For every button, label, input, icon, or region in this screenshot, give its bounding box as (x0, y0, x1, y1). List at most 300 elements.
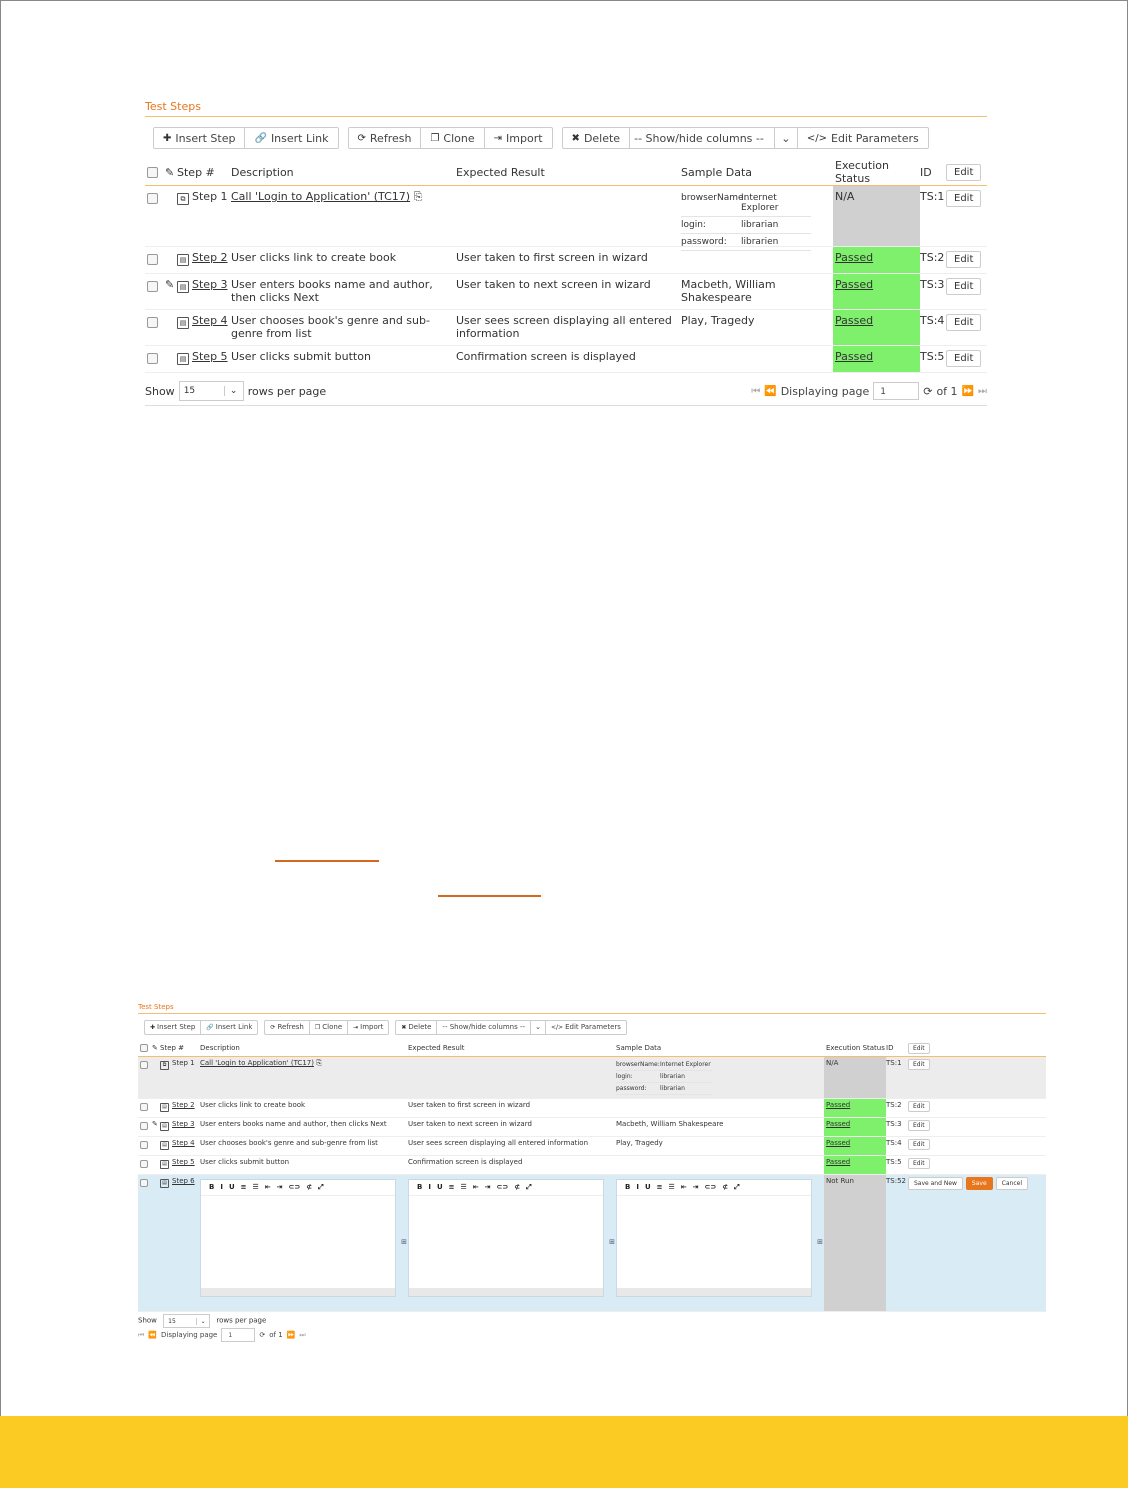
linked-test-case-link[interactable]: Call 'Login to Application' (TC17) (231, 190, 411, 203)
next-page-icon[interactable]: ⏩ (961, 385, 974, 397)
grid-footer (138, 1314, 1046, 1339)
params-cell (681, 186, 833, 246)
pager (138, 1328, 1046, 1342)
id-cell: TS:52 (886, 1177, 906, 1185)
clip-cell (165, 310, 177, 345)
param-key: login: (681, 220, 706, 230)
step-link[interactable]: Step 3 (172, 1120, 195, 1128)
cancel-button[interactable]: Cancel (996, 1177, 1028, 1190)
clone-label: Clone (322, 1023, 343, 1031)
attachment-icon: ✎ (165, 278, 175, 291)
clip-cell (165, 186, 177, 246)
table-row (145, 247, 987, 274)
show-hide-columns-select[interactable]: -- Show/hide columns -- (437, 1021, 531, 1034)
insert-group (153, 127, 339, 149)
step-cell (160, 1118, 200, 1136)
sample-cell: Macbeth, William Shakespeare (616, 1120, 724, 1128)
status-link[interactable]: Passed (826, 1158, 851, 1166)
maximize-icon[interactable]: ⤢ (318, 1183, 324, 1191)
status-link[interactable]: Passed (835, 251, 874, 264)
step-link[interactable]: Step 2 (172, 1101, 195, 1109)
edit-button[interactable]: Edit (946, 190, 981, 207)
prev-page-icon[interactable]: ⏪ (148, 1331, 158, 1339)
numbered-list-icon[interactable]: ≡ (240, 1183, 247, 1191)
sample-cell: Play, Tragedy (681, 314, 755, 327)
status-cell (824, 1099, 886, 1117)
table-row (138, 1099, 1046, 1118)
insert-step-button[interactable] (145, 1021, 201, 1034)
edit-cell (946, 247, 986, 273)
link-icon: 🔗 (254, 132, 267, 144)
step-icon: ▤ (160, 1103, 169, 1112)
page-number-input[interactable]: 1 (221, 1328, 255, 1342)
import-button[interactable] (485, 128, 552, 148)
insert-step-button[interactable] (154, 128, 245, 148)
status-link[interactable]: Passed (826, 1139, 851, 1147)
test-steps-panel-small (138, 1003, 1046, 1339)
step-icon: ▤ (160, 1179, 169, 1188)
expected-cell: User sees screen displaying all entered information (456, 314, 672, 340)
status-cell (833, 346, 920, 372)
link-icon[interactable]: ⊂⊃ (704, 1183, 717, 1191)
id-cell: TS:2 (886, 1101, 902, 1109)
delete-button[interactable] (396, 1021, 437, 1034)
insert-link-button[interactable] (201, 1021, 257, 1034)
expand-editor-icon[interactable]: ⊞ (401, 1238, 407, 1246)
bullet-list-icon[interactable]: ☰ (460, 1183, 467, 1191)
refresh-icon[interactable]: ⟳ (923, 384, 933, 398)
edit-button[interactable]: Edit (946, 278, 981, 295)
outdent-icon[interactable]: ⇤ (264, 1183, 271, 1191)
step-cell (160, 1156, 200, 1174)
edit-button[interactable]: Edit (946, 314, 981, 331)
first-page-icon[interactable]: ⏮ (751, 385, 761, 397)
steps-grid (138, 1038, 1046, 1312)
indent-icon[interactable]: ⇥ (276, 1183, 283, 1191)
indent-icon[interactable]: ⇥ (692, 1183, 699, 1191)
row-checkbox-cell (138, 1137, 152, 1155)
open-link-icon[interactable]: ⎘ (316, 1059, 322, 1067)
edit-cell (908, 1118, 1046, 1136)
expected-cell: User taken to first screen in wizard (456, 251, 648, 264)
step-icon: ▤ (160, 1122, 169, 1131)
plus-icon: ✚ (150, 1023, 156, 1031)
edit-button[interactable]: Edit (946, 350, 981, 367)
expected-cell: User sees screen displaying all entered information (408, 1139, 589, 1147)
col-description[interactable]: Description (231, 165, 294, 179)
linked-test-case-link[interactable]: Call 'Login to Application' (TC17) (200, 1059, 314, 1067)
insert-link-label: Insert Link (215, 1023, 253, 1031)
clone-icon: ❐ (430, 132, 440, 144)
expand-editor-icon[interactable]: ⊞ (817, 1238, 823, 1246)
description-cell (231, 186, 456, 246)
attachment-icon: ✎ (152, 1120, 158, 1128)
col-status[interactable]: Execution Status (826, 1044, 885, 1052)
editor-toolbar (617, 1180, 811, 1196)
grid-header (145, 155, 987, 186)
grid-header (138, 1038, 1046, 1057)
row-checkbox[interactable] (140, 1141, 148, 1149)
delete-label: Delete (408, 1023, 432, 1031)
expected-cell (408, 1057, 616, 1098)
edit-parameters-button[interactable] (546, 1021, 626, 1034)
row-checkbox-cell (145, 186, 165, 246)
editor-toolbar (409, 1180, 603, 1196)
edit-button[interactable]: Edit (908, 1158, 930, 1169)
edit-button[interactable]: Edit (908, 1139, 930, 1150)
expected-cell (456, 186, 681, 246)
edit-group (348, 127, 553, 149)
import-label: Import (506, 131, 543, 145)
id-cell: TS:5 (920, 350, 945, 363)
insert-link-button[interactable] (245, 128, 337, 148)
status-cell: Not Run (824, 1175, 886, 1311)
row-checkbox[interactable] (147, 193, 158, 204)
description-cell: User clicks submit button (231, 350, 371, 363)
select-all-checkbox[interactable] (147, 167, 158, 178)
bullet-list-icon[interactable]: ☰ (252, 1183, 259, 1191)
param-row (616, 1083, 712, 1095)
expected-cell: Confirmation screen is displayed (408, 1158, 523, 1166)
refresh-button[interactable] (265, 1021, 309, 1034)
edit-cell (946, 186, 986, 246)
refresh-icon[interactable]: ⟳ (259, 1331, 266, 1339)
displaying-label: Displaying page (161, 1331, 218, 1339)
expected-editor-cell (408, 1175, 616, 1311)
last-page-icon[interactable]: ⏭ (978, 385, 987, 397)
status-cell (833, 274, 920, 309)
outdent-icon[interactable]: ⇤ (680, 1183, 687, 1191)
param-value: librarian (660, 1073, 685, 1080)
refresh-button[interactable] (349, 128, 422, 148)
col-step[interactable]: Step # (160, 1044, 185, 1052)
save-button[interactable]: Save (966, 1177, 993, 1190)
numbered-list-icon[interactable]: ≡ (656, 1183, 663, 1191)
edit-button[interactable]: Edit (908, 1059, 930, 1070)
description-cell: User chooses book's genre and sub-genre from list (231, 314, 430, 340)
param-value: Internet Explorer (741, 193, 779, 213)
underline-icon[interactable]: U (644, 1183, 651, 1191)
link-icon[interactable]: ⊂⊃ (288, 1183, 301, 1191)
status-link[interactable]: Passed (826, 1101, 851, 1109)
code-icon: </> (551, 1023, 564, 1031)
outdent-icon[interactable]: ⇤ (472, 1183, 479, 1191)
rows-per-page-select[interactable] (163, 1314, 210, 1328)
id-cell: TS:1 (886, 1059, 902, 1067)
description-cell: User clicks submit button (200, 1158, 290, 1166)
edit-button[interactable]: Edit (908, 1101, 930, 1112)
table-row (145, 310, 987, 346)
description-editor-cell (200, 1175, 408, 1311)
edit-parameters-button[interactable] (798, 128, 928, 148)
sample-cell (681, 247, 833, 273)
test-steps-panel-large (145, 100, 987, 406)
param-key: password: (681, 237, 727, 247)
description-cell: User chooses book's genre and sub-genre from list (200, 1139, 378, 1147)
param-row (616, 1071, 712, 1083)
first-page-icon[interactable]: ⏮ (138, 1330, 145, 1339)
bold-icon[interactable]: B (209, 1183, 215, 1191)
status-cell: N/A (824, 1057, 886, 1098)
step-icon: ▤ (160, 1160, 169, 1169)
link-icon[interactable]: ⊂⊃ (496, 1183, 509, 1191)
underline-icon[interactable]: U (436, 1183, 443, 1191)
col-sample[interactable]: Sample Data (616, 1044, 662, 1052)
clone-button[interactable] (421, 128, 484, 148)
row-checkbox-cell (138, 1057, 152, 1098)
numbered-list-icon[interactable]: ≡ (448, 1183, 455, 1191)
page-number-input[interactable]: 1 (873, 382, 919, 400)
clone-button[interactable] (310, 1021, 348, 1034)
last-page-icon[interactable]: ⏭ (299, 1330, 306, 1339)
code-icon: </> (806, 132, 827, 144)
italic-icon[interactable]: I (428, 1183, 431, 1191)
row-checkbox[interactable] (140, 1103, 148, 1111)
rows-per-page-label: rows per page (216, 1316, 267, 1325)
delete-button[interactable] (563, 128, 631, 148)
linked-step-icon: ⧉ (160, 1061, 169, 1070)
insert-group (144, 1020, 258, 1035)
status-link[interactable]: Passed (835, 314, 874, 327)
toolbar (144, 1020, 1046, 1034)
rows-per-page-value: 15 (168, 1317, 176, 1325)
edit-cell (908, 1156, 1046, 1174)
bullet-list-icon[interactable]: ☰ (668, 1183, 675, 1191)
step-icon: ▤ (177, 254, 189, 266)
step-icon: ▤ (177, 317, 189, 329)
step-cell (160, 1099, 200, 1117)
link-icon: 🔗 (206, 1023, 214, 1031)
step-icon: ▤ (177, 353, 189, 365)
footer-band (0, 1416, 1128, 1488)
status-cell (824, 1156, 886, 1174)
edit-cell (908, 1137, 1046, 1155)
param-row (616, 1059, 712, 1071)
edit-cell (908, 1057, 1046, 1098)
bold-icon[interactable]: B (625, 1183, 631, 1191)
rows-per-page-value: 15 (183, 386, 196, 396)
underline-decoration (275, 860, 379, 862)
rows-per-page-select[interactable] (179, 381, 244, 401)
editor-status-bar (201, 1288, 395, 1296)
italic-icon[interactable]: I (636, 1183, 639, 1191)
description-cell (200, 1057, 408, 1098)
import-label: Import (360, 1023, 384, 1031)
row-checkbox[interactable] (140, 1179, 148, 1187)
import-icon: ⇥ (493, 132, 503, 144)
id-cell: TS:3 (886, 1120, 902, 1128)
table-row (145, 274, 987, 310)
step-link[interactable]: Step 4 (172, 1139, 195, 1147)
step-cell (177, 346, 231, 372)
refresh-label: Refresh (369, 131, 412, 145)
id-cell: TS:2 (920, 251, 945, 264)
steps-grid (145, 155, 987, 373)
clone-label: Clone (443, 131, 475, 145)
col-sample[interactable]: Sample Data (681, 165, 753, 179)
row-checkbox[interactable] (147, 281, 158, 292)
step-link[interactable]: Step 4 (192, 314, 228, 327)
show-label: Show (138, 1316, 157, 1325)
step-link[interactable]: Step 5 (172, 1158, 195, 1166)
refresh-icon: ⟳ (357, 132, 366, 144)
col-status[interactable]: Execution Status (835, 159, 889, 185)
edit-all-button[interactable]: Edit (946, 164, 981, 181)
col-id[interactable]: ID (920, 165, 932, 179)
unlink-icon[interactable]: ⊄ (722, 1183, 729, 1191)
save-and-new-button[interactable]: Save and New (908, 1177, 963, 1190)
plus-icon: ✚ (163, 132, 172, 144)
delete-icon: ✖ (401, 1023, 407, 1031)
row-checkbox[interactable] (140, 1122, 148, 1130)
table-row (145, 186, 987, 247)
sample-cell: Macbeth, William Shakespeare (681, 278, 776, 304)
sample-cell (616, 1099, 824, 1117)
status-cell (824, 1118, 886, 1136)
step-link[interactable]: Step 3 (192, 278, 228, 291)
param-row (681, 217, 811, 234)
sample-cell (616, 1156, 824, 1174)
description-editor[interactable] (200, 1179, 407, 1297)
chevron-down-icon: ⌄ (196, 1318, 209, 1325)
show-hide-columns-select[interactable]: -- Show/hide columns -- (630, 128, 775, 148)
grid-footer (145, 377, 987, 406)
attachment-icon: ✎ (165, 165, 175, 179)
sample-cell (681, 346, 833, 372)
params-cell (616, 1057, 824, 1098)
row-checkbox-cell (138, 1099, 152, 1117)
row-checkbox[interactable] (140, 1160, 148, 1168)
status-link[interactable]: Passed (835, 350, 874, 363)
status-cell (833, 247, 920, 273)
bold-icon[interactable]: B (417, 1183, 423, 1191)
italic-icon[interactable]: I (220, 1183, 223, 1191)
unlink-icon[interactable]: ⊄ (306, 1183, 313, 1191)
param-key: password: (616, 1085, 647, 1092)
edit-button[interactable]: Edit (908, 1120, 930, 1131)
param-key: browserName: (681, 193, 747, 203)
edit-parameters-label: Edit Parameters (831, 131, 919, 145)
id-cell: TS:3 (920, 278, 945, 291)
chevron-down-icon: ⌄ (224, 386, 243, 396)
editor-status-bar (617, 1288, 811, 1296)
next-page-icon[interactable]: ⏩ (286, 1331, 296, 1339)
clip-cell (165, 346, 177, 372)
unlink-icon[interactable]: ⊄ (514, 1183, 521, 1191)
edit-cell (946, 346, 986, 372)
col-description[interactable]: Description (200, 1044, 240, 1052)
indent-icon[interactable]: ⇥ (484, 1183, 491, 1191)
expand-editor-icon[interactable]: ⊞ (609, 1238, 615, 1246)
status-cell (824, 1137, 886, 1155)
row-checkbox[interactable] (147, 317, 158, 328)
attachment-icon: ✎ (152, 1044, 158, 1052)
import-icon: ⇥ (353, 1023, 359, 1031)
description-cell: User clicks link to create book (231, 251, 397, 264)
step-cell (177, 310, 231, 345)
param-key: login: (616, 1073, 633, 1080)
select-all-cell (138, 1040, 152, 1054)
maximize-icon[interactable]: ⤢ (734, 1183, 740, 1191)
step-cell (177, 274, 231, 309)
step-label: Step 1 (192, 190, 228, 203)
row-checkbox[interactable] (147, 254, 158, 265)
page-count: of 1 (269, 1331, 283, 1339)
col-id[interactable]: ID (886, 1044, 894, 1052)
chevron-down-icon[interactable]: ⌄ (775, 128, 798, 148)
step-link[interactable]: Step 6 (172, 1177, 195, 1185)
chevron-down-icon[interactable]: ⌄ (531, 1021, 546, 1034)
maximize-icon[interactable]: ⤢ (526, 1183, 532, 1191)
edit-button[interactable]: Edit (946, 251, 981, 268)
linked-step-icon: ⧉ (177, 193, 189, 205)
row-checkbox-cell (138, 1118, 152, 1136)
underline-icon[interactable]: U (228, 1183, 235, 1191)
show-label: Show (145, 384, 175, 398)
clip-cell (152, 1156, 160, 1174)
row-checkbox-cell (145, 247, 165, 273)
edit-all-cell (908, 1041, 1046, 1054)
expected-cell: User taken to next screen in wizard (456, 278, 651, 291)
param-value: librarian (741, 220, 779, 230)
sample-editor[interactable] (616, 1179, 823, 1297)
description-cell: User enters books name and author, then clicks Next (231, 278, 433, 304)
row-checkbox-cell (145, 274, 165, 309)
row-checkbox[interactable] (147, 353, 158, 364)
row-checkbox-cell (145, 310, 165, 345)
id-cell: TS:1 (920, 190, 945, 203)
step-link[interactable]: Step 5 (192, 350, 228, 363)
refresh-icon: ⟳ (270, 1023, 276, 1031)
edit-cell (946, 310, 986, 345)
col-expected[interactable]: Expected Result (456, 165, 545, 179)
step-cell (160, 1057, 200, 1098)
step-cell (160, 1175, 200, 1311)
edit-parameters-label: Edit Parameters (565, 1023, 621, 1031)
pager (751, 382, 987, 400)
table-row (138, 1137, 1046, 1156)
clip-cell (152, 1137, 160, 1155)
step-link[interactable]: Step 2 (192, 251, 228, 264)
expected-editor[interactable] (408, 1179, 615, 1297)
param-value: librarien (741, 237, 779, 247)
table-row (138, 1156, 1046, 1175)
open-link-icon[interactable]: ⎘ (413, 190, 423, 203)
status-link[interactable]: Passed (835, 278, 874, 291)
row-checkbox[interactable] (140, 1061, 148, 1069)
col-expected[interactable]: Expected Result (408, 1044, 465, 1052)
edit-all-button[interactable]: Edit (908, 1043, 930, 1054)
delete-label: Delete (583, 131, 621, 145)
delete-icon: ✖ (571, 132, 580, 144)
import-button[interactable] (348, 1021, 388, 1034)
step-icon: ▤ (177, 281, 189, 293)
status-cell: N/A (833, 186, 920, 246)
select-all-cell (145, 160, 165, 181)
select-all-checkbox[interactable] (140, 1044, 148, 1052)
col-step[interactable]: Step # (177, 165, 215, 179)
id-cell: TS:4 (920, 314, 945, 327)
description-cell: User clicks link to create book (200, 1101, 306, 1109)
prev-page-icon[interactable]: ⏪ (764, 385, 777, 397)
insert-step-label: Insert Step (175, 131, 236, 145)
edit-group (264, 1020, 389, 1035)
panel-title: Test Steps (145, 100, 987, 117)
status-link[interactable]: Passed (826, 1120, 851, 1128)
step-label: Step 1 (172, 1059, 195, 1067)
delete-group (562, 127, 929, 149)
step-icon: ▤ (160, 1141, 169, 1150)
